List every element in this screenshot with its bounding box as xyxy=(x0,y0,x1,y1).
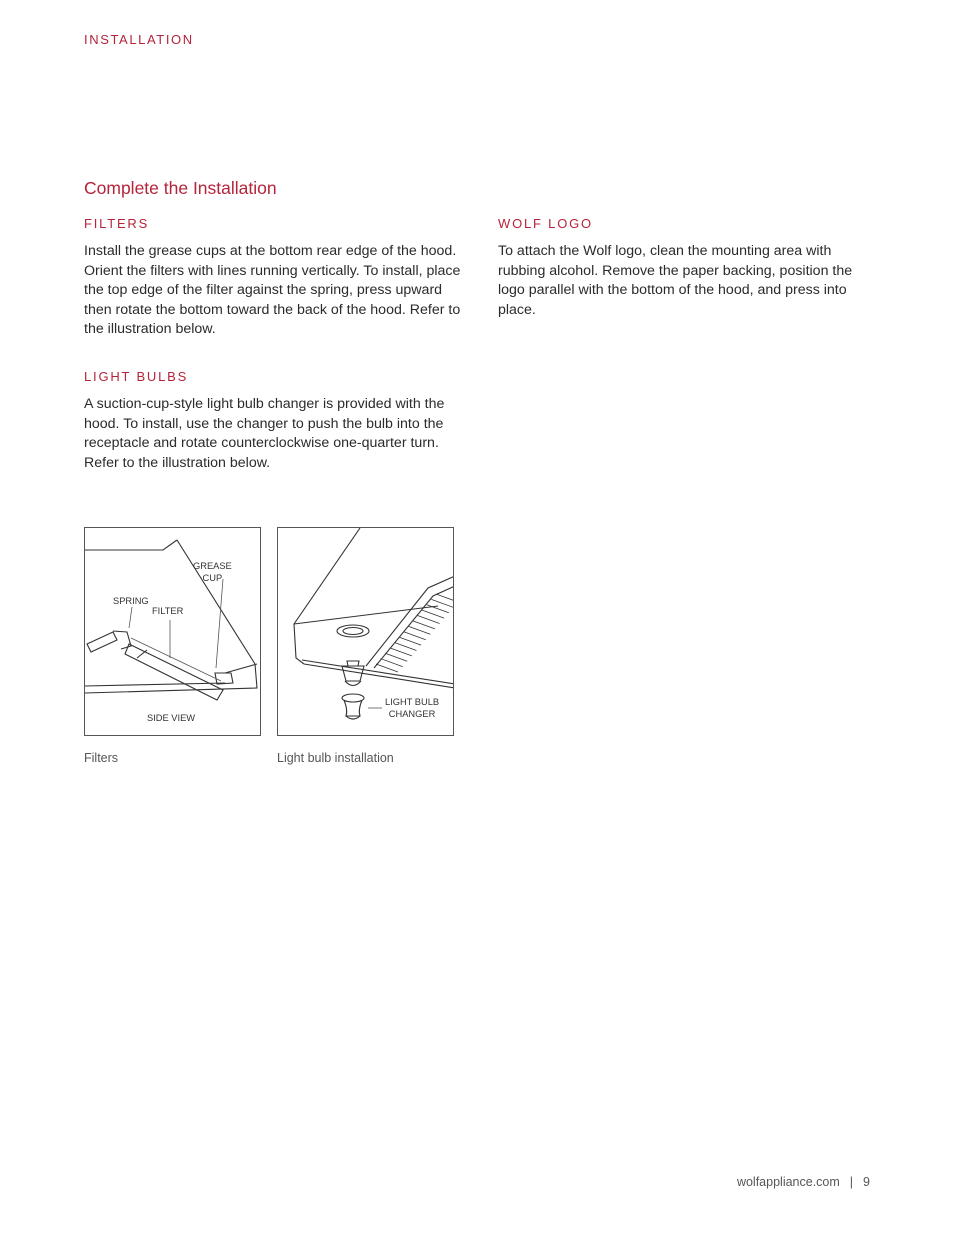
page-footer xyxy=(737,1175,870,1189)
baffle-slat xyxy=(404,632,426,640)
baffle-slat xyxy=(390,648,412,656)
spring-label: SPRING xyxy=(113,596,149,606)
wolf-logo-heading: WOLF LOGO xyxy=(498,216,593,231)
baffle-slat xyxy=(436,594,454,602)
filters-drawing xyxy=(85,528,261,736)
light-bulbs-heading: LIGHT BULBS xyxy=(84,369,189,384)
baffle-slat xyxy=(399,637,421,645)
baffle-slat xyxy=(394,642,416,650)
footer-site: wolfappliance.com xyxy=(736,1175,840,1189)
filter-label: FILTER xyxy=(152,606,184,616)
footer-separator: | xyxy=(849,1175,854,1189)
grease-cup-label: GREASE CUP xyxy=(193,561,232,583)
baffle-slat xyxy=(376,664,398,672)
baffle-slat xyxy=(422,610,444,618)
running-head: INSTALLATION xyxy=(84,32,194,47)
light-bulbs-body: A suction-cup-style light bulb changer is provided with the hood. To install, use the changer to push the bulb into the receptacle and rotate counterclockwise one-quarter turn. Refer to the illustration below. xyxy=(84,396,445,471)
section-title: Complete the Installation xyxy=(84,178,277,198)
wolf-logo-body: To attach the Wolf logo, clean the mounting area with rubbing alcohol. Remove the paper backing, position the logo parallel with the bottom of the hood, and press into place. xyxy=(498,243,853,318)
light-bulb-illustration xyxy=(277,527,454,736)
baffle-slat xyxy=(413,621,435,629)
filters-illustration xyxy=(84,527,261,736)
baffle-slat xyxy=(381,659,403,667)
filters-caption: Filters xyxy=(84,751,119,765)
light-bulb-changer-label: LIGHT BULB CHANGER xyxy=(385,697,440,719)
filters-heading: FILTERS xyxy=(84,216,150,231)
baffle-slat xyxy=(418,616,440,624)
filters-body: Install the grease cups at the bottom rear edge of the hood. Orient the filters with lines running vertically. To install, place the top edge of the filter against the spring, press upward then rotate the bottom toward the back of the hood. Refer to the illustration below. xyxy=(84,243,461,338)
page-number: 9 xyxy=(863,1175,870,1189)
light-bulb-caption: Light bulb installation xyxy=(277,751,394,765)
baffle-slat xyxy=(408,626,430,634)
side-view-label: SIDE VIEW xyxy=(147,713,196,723)
baffle-slat xyxy=(385,653,407,661)
